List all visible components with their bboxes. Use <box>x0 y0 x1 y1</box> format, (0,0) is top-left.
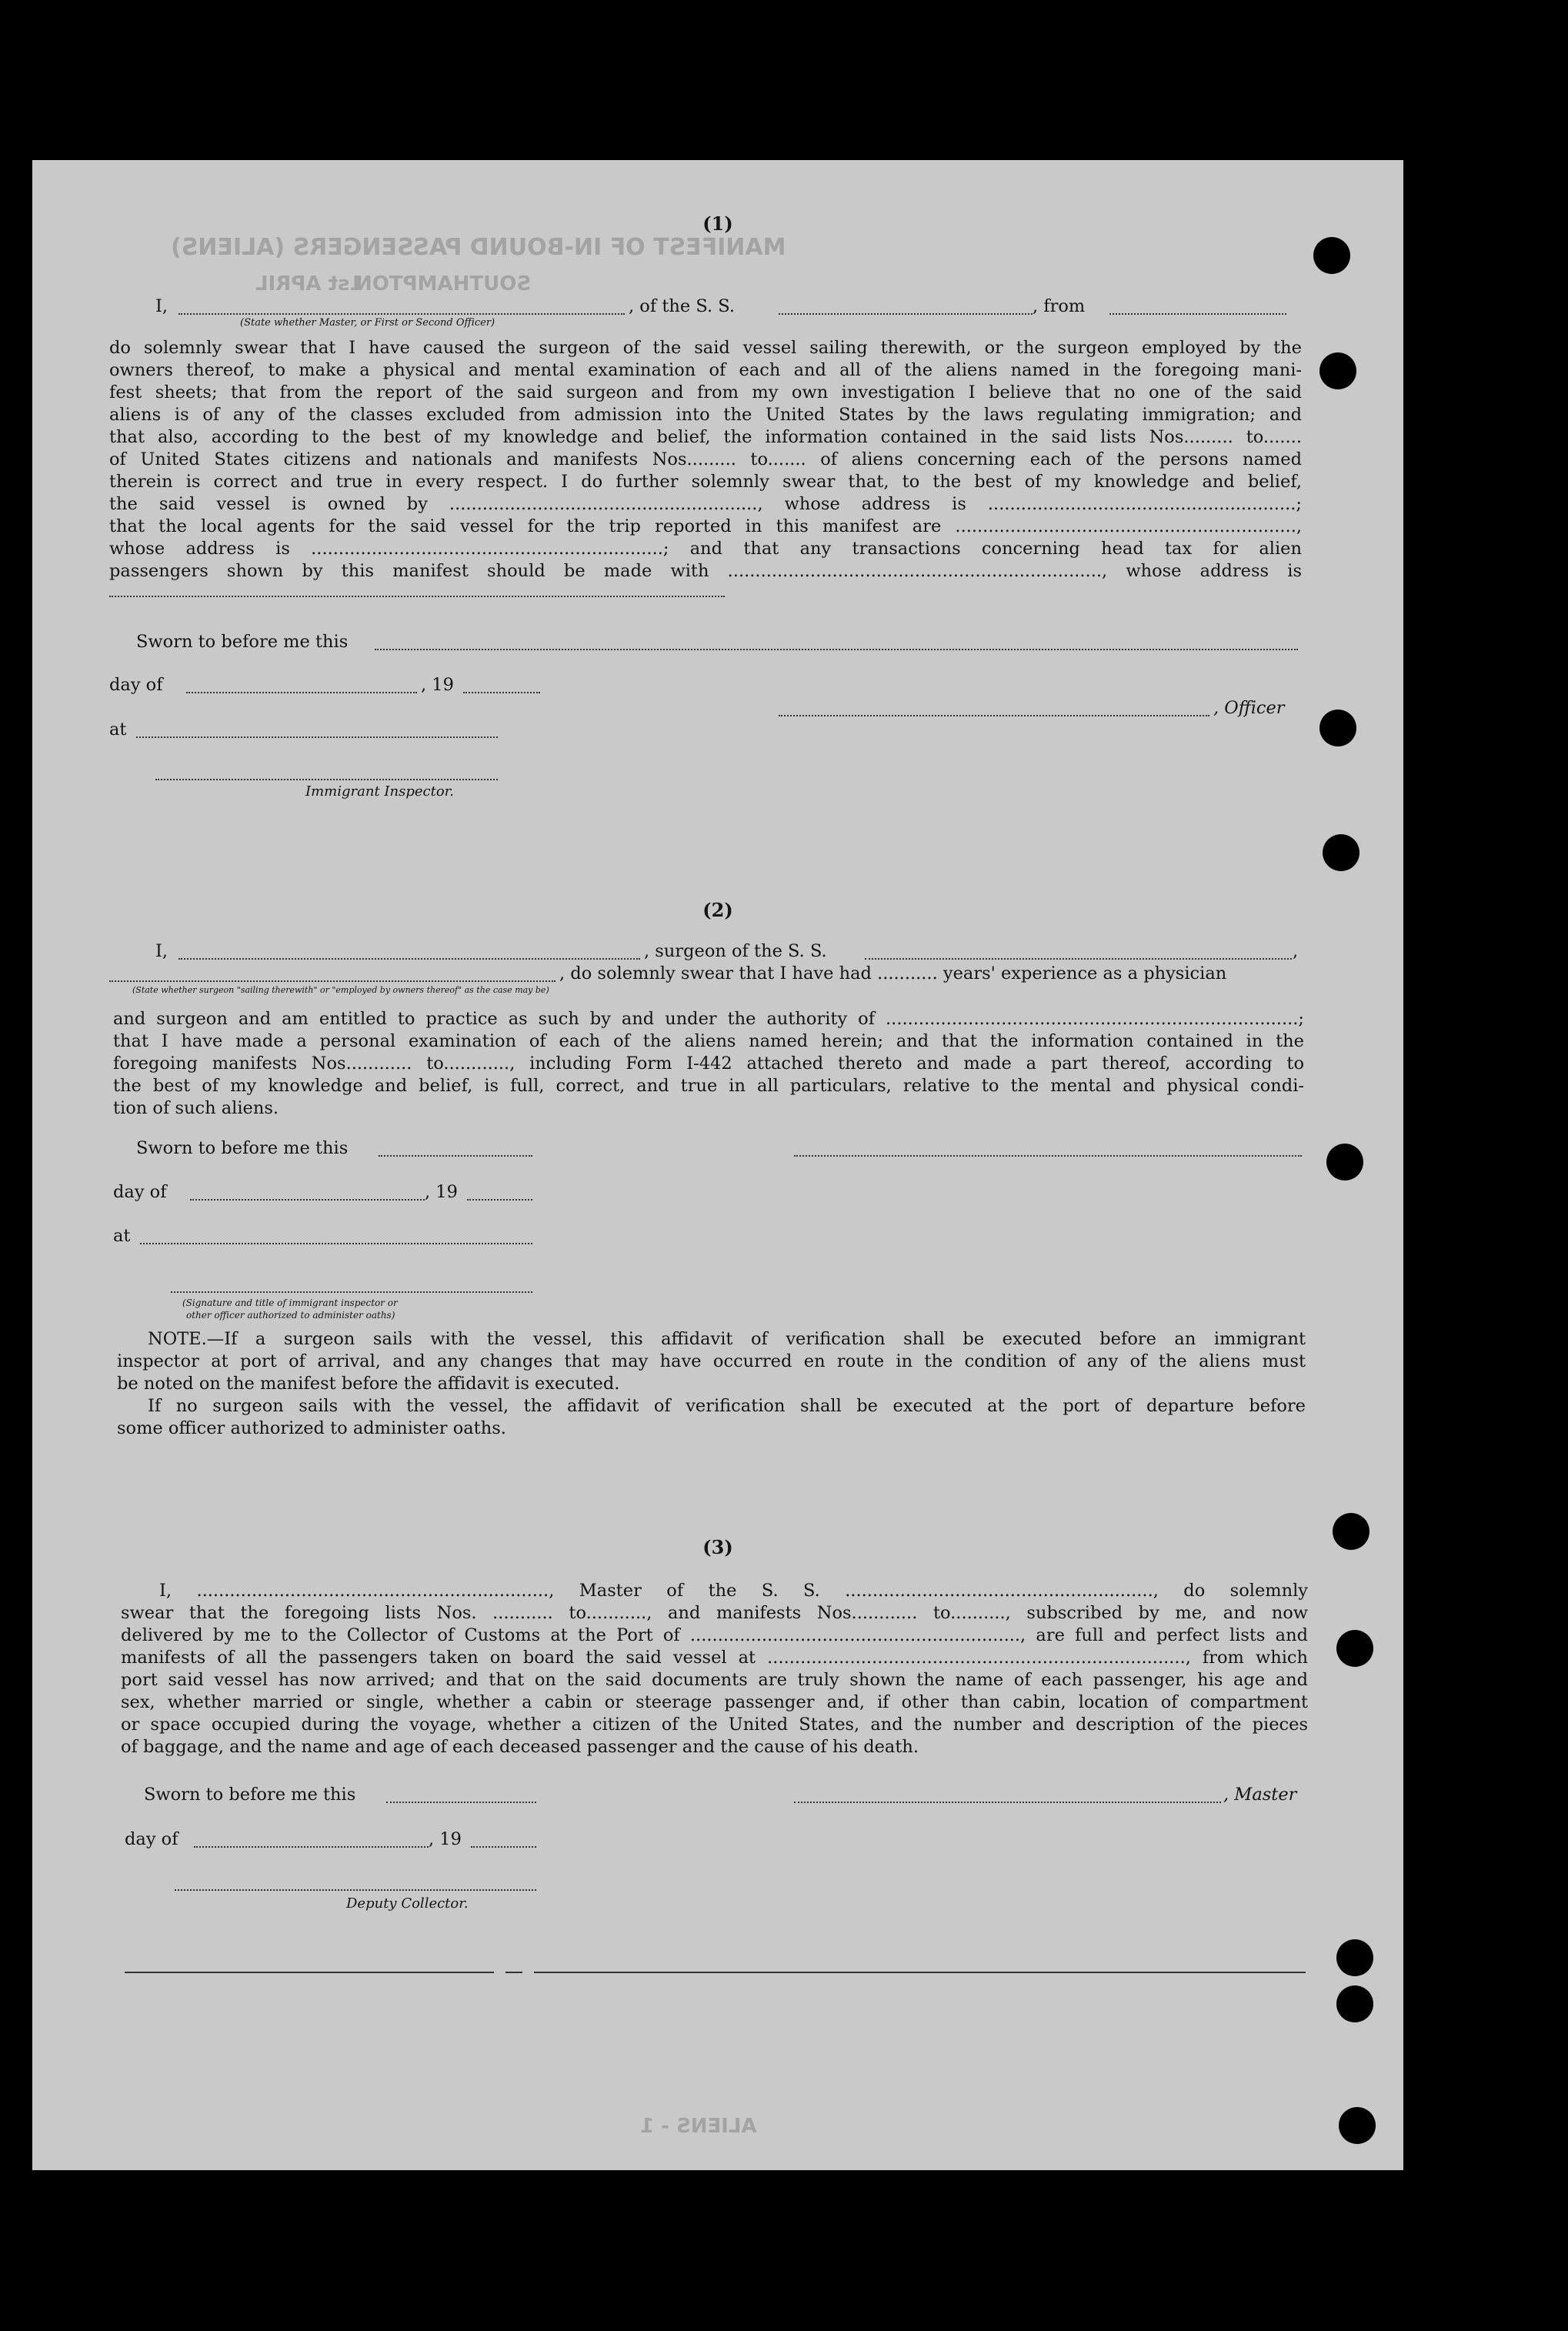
punch-hole <box>1319 352 1356 389</box>
s3-rule-left <box>125 1972 494 1973</box>
manifest-form-page <box>32 160 1403 2170</box>
s1-at-line <box>136 736 498 738</box>
s2-oath-line: that I have made a personal examination of each of the aliens named herein; and that the information contained in the <box>113 1031 1304 1051</box>
s3-oath-line: or space occupied during the voyage, whether a citizen of the United States, and the number and description of the pieces <box>121 1715 1308 1735</box>
s3-oath-line: sex, whether married or single, whether a cabin or steerage passenger and, if other than cabin, location of compartment <box>121 1692 1308 1712</box>
s2-year-line <box>467 1199 532 1201</box>
bleed-through-date: 1st APRIL <box>255 272 364 296</box>
s1-address-continuation-line <box>109 596 725 597</box>
s1-oath-line: aliens is of any of the classes excluded from admission into the United States by the laws regulating immigration; and <box>109 405 1302 425</box>
s3-rule-dash <box>505 1972 522 1973</box>
s2-oath-paragraph <box>113 1008 1304 1120</box>
section-3-header: (3) <box>702 1536 733 1558</box>
s2-oath-line: the best of my knowledge and belief, is full, correct, and true in all particulars, relative to the mental and physical condi- <box>113 1076 1304 1096</box>
s1-vessel-name-line <box>779 313 1033 315</box>
s3-master-signature-line <box>794 1802 1221 1803</box>
s2-at-line <box>140 1243 532 1244</box>
s3-oath-line: I, ................................................................, Master of the S. S. ........................................................, do solemnly <box>159 1581 1308 1601</box>
punch-hole <box>1336 1939 1373 1976</box>
s1-oath-paragraph <box>109 337 1302 583</box>
s1-from-port-line <box>1109 313 1286 315</box>
s3-year-line <box>471 1846 536 1848</box>
punch-hole <box>1336 1630 1373 1667</box>
s2-surgeon-name-line <box>178 958 640 960</box>
s3-oath-line: of baggage, and the name and age of each deceased passenger and the cause of his death. <box>121 1737 919 1757</box>
s1-sworn-date-line <box>375 649 1298 650</box>
s2-surgeon-label: , surgeon of the S. S. <box>644 941 827 961</box>
s2-oath-line: tion of such aliens. <box>113 1098 279 1118</box>
punch-hole <box>1319 710 1356 746</box>
s1-ss-label: , of the S. S. <box>629 296 736 316</box>
s2-inspector-signature-line <box>171 1291 532 1293</box>
bleed-through-title: MANIFEST OF IN-BOUND PASSENGERS (ALIENS) <box>171 234 786 261</box>
s3-day-line <box>194 1846 429 1848</box>
s1-day-line <box>186 692 417 693</box>
s2-i-label: I, <box>155 941 168 961</box>
s1-year-line <box>463 692 540 693</box>
s1-oath-line: do solemnly swear that I have caused the surgeon of the said vessel sailing therewith, or the surgeon employed by the <box>109 338 1302 358</box>
s1-from-label: , from <box>1033 296 1086 316</box>
s1-sworn-label: Sworn to before me this <box>136 632 349 652</box>
s2-status-line <box>109 980 555 982</box>
punch-hole <box>1336 1985 1373 2022</box>
section-2-header: (2) <box>702 899 733 921</box>
punch-hole <box>1333 1513 1369 1550</box>
s3-oath-line: manifests of all the passengers taken on board the said vessel at ............................................................................, from which <box>121 1648 1308 1668</box>
s2-dayof-label: day of <box>113 1182 167 1202</box>
s2-note-paragraph <box>117 1328 1306 1440</box>
section-1-header: (1) <box>702 212 733 235</box>
s1-oath-line: passengers shown by this manifest should be made with ...................................................................., whose address is <box>109 561 1302 581</box>
s2-comma: , <box>1293 941 1299 961</box>
s1-officer-note: (State whether Master, or First or Second Officer) <box>240 317 495 329</box>
s1-inspector-signature-line <box>155 779 498 780</box>
s3-deputy-signature-line <box>175 1889 536 1891</box>
s1-dayof-label: day of <box>109 675 163 695</box>
s2-note-line: some officer authorized to administer oaths. <box>117 1418 506 1438</box>
s1-oath-line: therein is correct and true in every respect. I do further solemnly swear that, to the best of my knowledge and belief, <box>109 472 1302 492</box>
s1-inspector-label: Immigrant Inspector. <box>305 783 455 800</box>
s3-dayof-label: day of <box>125 1829 178 1849</box>
s2-oath-line: foregoing manifests Nos............ to............, including Form I-442 attached thereto and made a part thereof, according to <box>113 1054 1304 1074</box>
s2-surgeon-signature-line <box>794 1155 1302 1157</box>
s2-note-line: If no surgeon sails with the vessel, the affidavit of verification shall be executed at the port of departure before <box>148 1396 1306 1416</box>
s1-oath-line: that the local agents for the said vessel for the trip reported in this manifest are .............................................................., <box>109 516 1302 536</box>
s3-master-label: , Master <box>1223 1785 1297 1805</box>
s3-year-label: , 19 <box>429 1829 462 1849</box>
s1-oath-line: the said vessel is owned by ........................................................, whose address is ........................................................; <box>109 494 1302 514</box>
s1-i-label: I, <box>155 296 168 316</box>
s3-deputy-label: Deputy Collector. <box>346 1895 469 1912</box>
s1-oath-line: that also, according to the best of my knowledge and belief, the information contained in the said lists Nos......... to....... <box>109 427 1302 447</box>
s2-swear-line: , do solemnly swear that I have had ........... years' experience as a physician <box>559 963 1227 983</box>
s2-note-line: be noted on the manifest before the affidavit is executed. <box>117 1374 620 1394</box>
s2-oath-line: and surgeon and am entitled to practice as such by and under the authority of ...........................................................................; <box>113 1009 1304 1029</box>
s1-officer-name-line <box>178 313 625 315</box>
bleed-through-footer: ALIENS - 1 <box>640 2115 757 2138</box>
s1-oath-line: owners thereof, to make a physical and mental examination of each and all of the aliens named in the foregoing mani- <box>109 360 1302 380</box>
punch-hole <box>1326 1144 1363 1181</box>
punch-hole <box>1323 834 1359 871</box>
bleed-through-port: SOUTHAMPTON <box>355 272 532 296</box>
s2-status-note: (State whether surgeon "sailing therewith" or "employed by owners thereof" as the case may be) <box>132 985 549 995</box>
s1-at-label: at <box>109 720 127 740</box>
s3-sworn-label: Sworn to before me this <box>144 1785 356 1805</box>
s2-year-label: , 19 <box>425 1182 458 1202</box>
s2-signature-note-1: (Signature and title of immigrant inspector or <box>182 1297 398 1308</box>
s3-oath-line: swear that the foregoing lists Nos. ........... to..........., and manifests Nos............ to.........., subscribed by me, and now <box>121 1603 1308 1623</box>
s3-oath-paragraph <box>121 1580 1308 1758</box>
s2-note-line: inspector at port of arrival, and any changes that may have occurred en route in the condition of any of the aliens must <box>117 1351 1306 1371</box>
s2-day-line <box>190 1199 425 1201</box>
s1-officer-signature-line <box>779 715 1209 716</box>
s1-oath-line: of United States citizens and nationals and manifests Nos......... to....... of aliens concerning each of the persons named <box>109 449 1302 469</box>
s2-note-line: NOTE.—If a surgeon sails with the vessel, this affidavit of verification shall be executed before an immigrant <box>148 1329 1306 1349</box>
s2-vessel-line <box>865 958 1292 960</box>
s3-sworn-date-line <box>386 1802 536 1803</box>
s2-sworn-label: Sworn to before me this <box>136 1138 349 1158</box>
s1-oath-line: whose address is ................................................................; and that any transactions concerning head tax for alien <box>109 539 1302 559</box>
s3-oath-line: delivered by me to the Collector of Customs at the Port of ............................................................, are full and perfect lists and <box>121 1625 1308 1645</box>
s3-oath-line: port said vessel has now arrived; and that on the said documents are truly shown the name of each passenger, his age and <box>121 1670 1308 1690</box>
s1-officer-label: , Officer <box>1213 698 1285 718</box>
s1-year-label: , 19 <box>421 675 454 695</box>
punch-hole <box>1339 2107 1376 2144</box>
s3-rule-right <box>534 1972 1306 1973</box>
s2-sworn-date-line <box>379 1155 532 1157</box>
s2-at-label: at <box>113 1226 131 1246</box>
s1-oath-line: fest sheets; that from the report of the said surgeon and from my own investigation I believe that no one of the said <box>109 382 1302 402</box>
punch-hole <box>1313 237 1350 274</box>
s2-signature-note-2: other officer authorized to administer oaths) <box>186 1310 395 1321</box>
